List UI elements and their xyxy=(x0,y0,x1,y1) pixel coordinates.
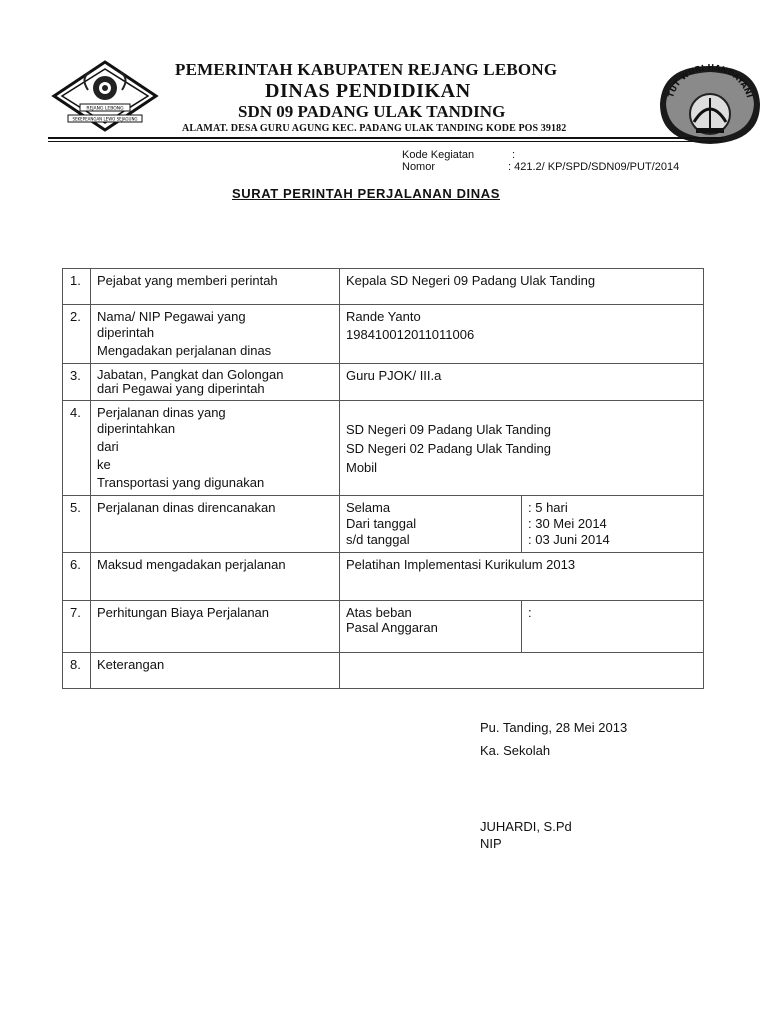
regency-logo xyxy=(50,60,160,132)
row-label xyxy=(91,496,340,553)
row-label-line: Maksud mengadakan perjalanan xyxy=(97,557,286,572)
nomor-value: : 421.2/ KP/SPD/SDN09/PUT/2014 xyxy=(508,161,680,173)
row-value xyxy=(340,553,704,601)
row-sub-values xyxy=(522,496,704,553)
row-sub-labels xyxy=(340,601,522,653)
row-sub-value: : 5 hari xyxy=(528,500,568,515)
row-sub-value: : xyxy=(528,605,532,620)
nomor-label: Nomor xyxy=(402,161,436,173)
row-value xyxy=(340,364,704,401)
table-row xyxy=(63,601,704,653)
table-row xyxy=(63,553,704,601)
row-label-line: Jabatan, Pangkat dan Golongan xyxy=(97,367,284,382)
row-value-line: 198410012011011006 xyxy=(346,327,475,342)
document-title: SURAT PERINTAH PERJALANAN DINAS xyxy=(232,186,501,201)
row-number: 5. xyxy=(63,496,91,553)
row-value-line: Kepala SD Negeri 09 Padang Ulak Tanding xyxy=(346,273,596,288)
row-sub-labels xyxy=(340,496,522,553)
signature-place-date: Pu. Tanding, 28 Mei 2013 xyxy=(480,720,628,735)
row-value-line: Rande Yanto xyxy=(346,309,421,324)
tut-wuri-logo xyxy=(656,62,764,146)
row-number: 8. xyxy=(63,653,91,689)
signature-nip: NIP xyxy=(480,836,502,851)
row-value-line: SD Negeri 09 Padang Ulak Tanding xyxy=(346,422,552,437)
row-value-line: Guru PJOK/ III.a xyxy=(346,368,442,383)
row-label-line: Keterangan xyxy=(97,657,165,672)
row-value xyxy=(340,269,704,305)
table-row xyxy=(63,496,704,553)
row-label-line: Pejabat yang memberi perintah xyxy=(97,273,278,288)
row-label-line: diperintah xyxy=(97,325,155,340)
kode-kegiatan-value: : xyxy=(512,149,516,161)
signature-name: JUHARDI, S.Pd xyxy=(480,819,572,834)
logo-left-text-2: SEKEPEANGAN LEWO SEJAGUNG xyxy=(72,116,138,122)
row-number: 7. xyxy=(63,601,91,653)
row-label-line: Perjalanan dinas direncanakan xyxy=(97,500,276,515)
row-sub-label: Atas beban xyxy=(346,605,412,620)
table-row xyxy=(63,364,704,401)
row-label xyxy=(91,305,340,364)
row-label-line: dari Pegawai yang diperintah xyxy=(97,381,265,396)
row-value-line: Pelatihan Implementasi Kurikulum 2013 xyxy=(346,557,576,572)
row-number: 3. xyxy=(63,364,91,401)
row-label xyxy=(91,553,340,601)
row-number: 4. xyxy=(63,401,91,496)
row-sub-label: s/d tanggal xyxy=(346,532,410,547)
row-sub-label: Pasal Anggaran xyxy=(346,620,438,635)
row-value xyxy=(340,653,704,689)
table-row xyxy=(63,401,704,496)
letterhead-address: ALAMAT. DESA GURU AGUNG KEC. PADANG ULAK TANDING KODE POS 39182 xyxy=(182,123,567,134)
logo-right-text: TUT WURI HANDAYANI xyxy=(666,62,754,99)
row-label-line: Transportasi yang digunakan xyxy=(97,475,265,490)
row-label-line: Perjalanan dinas yang xyxy=(97,405,226,420)
letterhead-government: PEMERINTAH KABUPATEN REJANG LEBONG xyxy=(175,60,558,79)
row-label-line: diperintahkan xyxy=(97,421,176,436)
row-label xyxy=(91,269,340,305)
row-label-line: dari xyxy=(97,439,119,454)
letterhead-school: SDN 09 PADANG ULAK TANDING xyxy=(238,102,506,121)
travel-order-table xyxy=(62,268,704,689)
table-row xyxy=(63,653,704,689)
letterhead-rule-thick xyxy=(48,137,723,139)
row-label-line: Perhitungan Biaya Perjalanan xyxy=(97,605,270,620)
logo-left-text-1: REJANG LEBONG xyxy=(86,106,124,112)
row-label xyxy=(91,364,340,401)
row-sub-label: Selama xyxy=(346,500,391,515)
row-value xyxy=(340,305,704,364)
row-number: 2. xyxy=(63,305,91,364)
row-sub-values xyxy=(522,601,704,653)
row-value-line: SD Negeri 02 Padang Ulak Tanding xyxy=(346,441,552,456)
row-label-line: Nama/ NIP Pegawai yang xyxy=(97,309,246,324)
row-label xyxy=(91,401,340,496)
row-sub-value: : 30 Mei 2014 xyxy=(528,516,607,531)
row-number: 1. xyxy=(63,269,91,305)
signature-position: Ka. Sekolah xyxy=(480,743,551,758)
table-row xyxy=(63,269,704,305)
row-label xyxy=(91,601,340,653)
row-value-line: Mobil xyxy=(346,460,378,475)
row-sub-value: : 03 Juni 2014 xyxy=(528,532,610,547)
row-number: 6. xyxy=(63,553,91,601)
table-row xyxy=(63,305,704,364)
letterhead-department: DINAS PENDIDIKAN xyxy=(265,80,471,102)
row-label xyxy=(91,653,340,689)
kode-kegiatan-label: Kode Kegiatan xyxy=(402,149,475,161)
row-label-line: Mengadakan perjalanan dinas xyxy=(97,343,272,358)
row-label-line: ke xyxy=(97,457,111,472)
row-value xyxy=(340,401,704,496)
row-sub-label: Dari tanggal xyxy=(346,516,417,531)
letterhead-rule-thin xyxy=(48,141,723,142)
